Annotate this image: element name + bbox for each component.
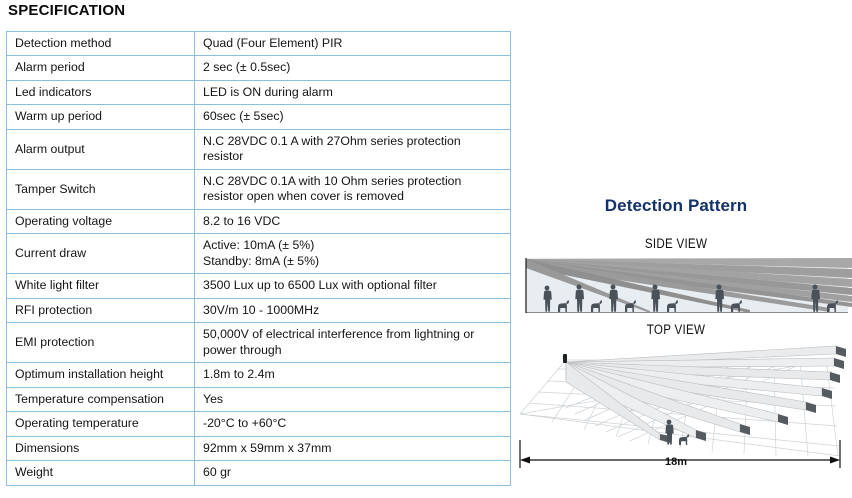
spec-value: 50,000V of electrical interference from lightning or power through <box>195 323 511 363</box>
spec-value: -20°C to +60°C <box>195 412 511 436</box>
spec-key: EMI protection <box>7 323 195 363</box>
table-row <box>7 32 511 56</box>
spec-key: Temperature compensation <box>7 387 195 411</box>
side-view-diagram <box>500 256 852 324</box>
table-row <box>7 436 511 460</box>
spec-value: Yes <box>195 387 511 411</box>
spec-key: Dimensions <box>7 436 195 460</box>
spec-value: 60sec (± 5sec) <box>195 105 511 129</box>
table-row <box>7 169 511 209</box>
spec-key: Optimum installation height <box>7 363 195 387</box>
table-row <box>7 105 511 129</box>
spec-key: Operating temperature <box>7 412 195 436</box>
detection-pattern-panel <box>500 0 852 498</box>
spec-key: Operating voltage <box>7 209 195 233</box>
table-row <box>7 323 511 363</box>
spec-value: 3500 Lux up to 6500 Lux with optional filter <box>195 274 511 298</box>
top-view-diagram <box>500 336 852 498</box>
sensor-icon <box>563 354 567 363</box>
spec-value: Active: 10mA (± 5%) Standby: 8mA (± 5%) <box>195 234 511 274</box>
spec-key: Weight <box>7 461 195 485</box>
specification-table <box>6 31 511 486</box>
page-title: SPECIFICATION <box>8 2 126 19</box>
spec-value: N.C 28VDC 0.1 A with 27Ohm series protection resistor <box>195 129 511 169</box>
table-row <box>7 387 511 411</box>
spec-value: Quad (Four Element) PIR <box>195 32 511 56</box>
side-view-label: SIDE VIEW <box>644 236 708 251</box>
table-row <box>7 234 511 274</box>
table-row <box>7 274 511 298</box>
table-row <box>7 363 511 387</box>
table-row <box>7 209 511 233</box>
spec-key: Detection method <box>7 32 195 56</box>
spec-key: White light filter <box>7 274 195 298</box>
top-view-width-label: 18m <box>664 456 688 468</box>
table-row <box>7 129 511 169</box>
spec-value: 2 sec (± 0.5sec) <box>195 56 511 80</box>
top-view-label: TOP VIEW <box>646 322 706 337</box>
spec-key: RFI protection <box>7 298 195 322</box>
spec-key: Led indicators <box>7 80 195 104</box>
table-row <box>7 298 511 322</box>
spec-key: Warm up period <box>7 105 195 129</box>
table-row <box>7 56 511 80</box>
detection-pattern-title: Detection Pattern <box>604 196 748 215</box>
spec-value: N.C 28VDC 0.1A with 10 Ohm series protection resistor open when cover is removed <box>195 169 511 209</box>
spec-value: 60 gr <box>195 461 511 485</box>
spec-value: 8.2 to 16 VDC <box>195 209 511 233</box>
spec-key: Alarm period <box>7 56 195 80</box>
spec-value: LED is ON during alarm <box>195 80 511 104</box>
spec-value: 92mm x 59mm x 37mm <box>195 436 511 460</box>
table-row <box>7 412 511 436</box>
spec-key: Current draw <box>7 234 195 274</box>
table-row <box>7 461 511 485</box>
spec-key: Tamper Switch <box>7 169 195 209</box>
table-row <box>7 80 511 104</box>
spec-value: 30V/m 10 - 1000MHz <box>195 298 511 322</box>
spec-key: Alarm output <box>7 129 195 169</box>
spec-value: 1.8m to 2.4m <box>195 363 511 387</box>
top-view-beams <box>566 346 846 443</box>
